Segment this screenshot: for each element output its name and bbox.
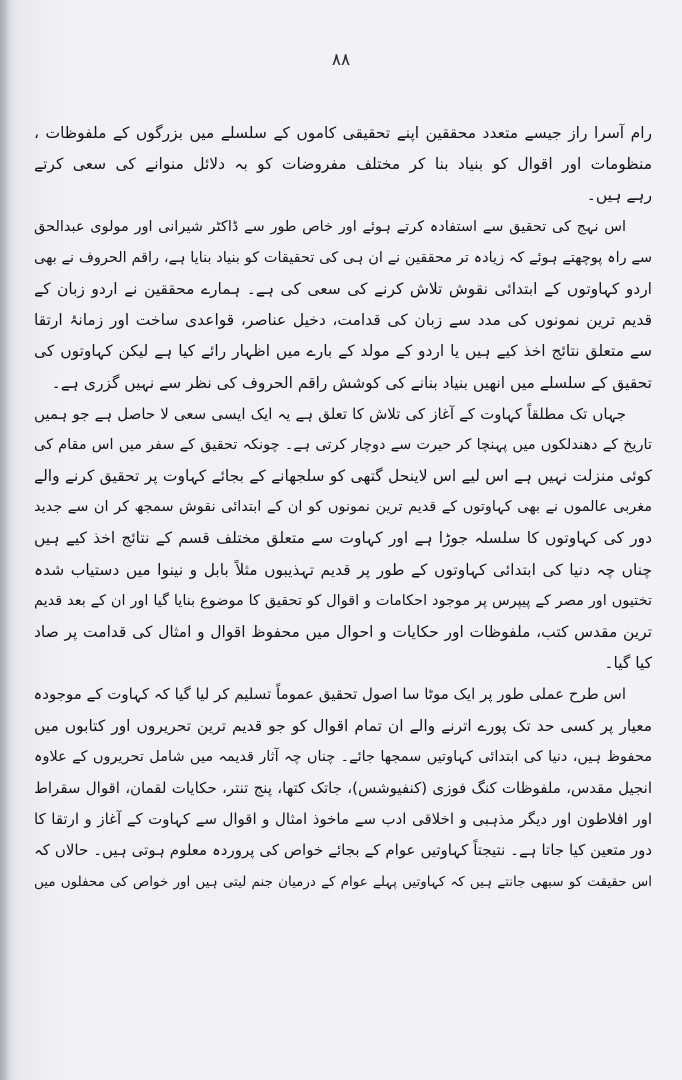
text-line: جہاں تک مطلقاً کہاوت کے آغاز کی تلاش کا تعلق ہے یہ ایک ایسی سعی لا حاصل ہے جو ہمیں: [34, 404, 626, 423]
text-line: معیار پر کسی حد تک پورے اترنے والے ان تمام اقوال کو جو قدیم ترین تحریروں اور کتابوں میں: [34, 716, 652, 735]
text-line: کوئی منزلت نہیں ہے اس لیے اس لاینحل گتھی کو سلجھانے کے بجائے کہاوت پر تحقیق کرنے والے: [34, 467, 652, 486]
text-line: دور کی کہاوتوں کا سلسلہ جوڑا ہے اور کہاوت سے متعلق مختلف قسم کے نتائج اخذ کیے ہیں: [34, 529, 652, 548]
text-line: محفوظ ہیں، دنیا کی ابتدائی کہاوتیں سمجھا جائے۔ چناں چہ آثار قدیمہ میں شامل تحریروں کے علاوہ: [34, 748, 652, 765]
text-line: تختیوں اور مصر کے پیپرس پر موجود احکامات و اقوال کو تحقیق کا موضوع بنایا گیا اور ان کے بعد قدیم: [34, 592, 652, 609]
text-line: تحقیق کے سلسلے میں انھیں بنیاد بنانے کی کوشش راقم الحروف کی نظر سے نہیں گزری ہے۔: [51, 373, 652, 392]
text-line: اردو کہاوتوں کے ابتدائی نقوش تلاش کرنے کی سعی کی ہے۔ ہمارے محققین نے اردو زبان کے: [34, 279, 652, 298]
text-line: انجیل مقدس، ملفوظات کنگ فوزی (کنفیوشس)، جاتک کتھا، پنج تنتر، حکایات لقمان، اقوال سقراط: [34, 778, 652, 797]
text-line: دور متعین کیا جاتا ہے۔ نتیجتاً کہاوتیں عوام کے بجائے خواص کی پروردہ معلوم ہوتی ہیں۔ حالاں کہ: [34, 841, 652, 860]
text-line: منظومات اور اقوال کو بنیاد بنا کر مختلف مفروضات کو بہ دلائل منوانے کی سعی کرتے: [34, 155, 652, 174]
text-line: اس نہج کی تحقیق سے استفادہ کرتے ہوئے اور خاص طور سے ڈاکٹر شیرانی اور مولوی عبدالحق: [34, 218, 626, 235]
text-line: اس حقیقت کو سبھی جانتے ہیں کہ کہاوتیں پہلے عوام کے درمیان جنم لیتی ہیں اور خواص کی محفلوں میں: [34, 873, 652, 890]
text-line: قدیم ترین نمونوں کی مدد سے زبان کی قدامت، دخیل عناصر، قواعدی ساخت اور زمانۂ ارتقا: [34, 311, 652, 330]
text-line: مغربی عالموں نے بھی کہاوتوں کے قدیم ترین نمونوں کو ان کے ابتدائی نقوش سمجھ کر ان سے جدید: [34, 499, 652, 516]
text-line: اس طرح عملی طور پر ایک موٹا سا اصول تحقیق عموماً تسلیم کر لیا گیا کہ کہاوت کے موجودہ: [34, 685, 626, 704]
page-edge-shadow: [0, 0, 10, 1080]
body-text: [34, 118, 652, 898]
text-line: رام آسرا راز جیسے متعدد محققین اپنے تحقیقی کاموں کے سلسلے میں بزرگوں کے ملفوظات ،: [34, 124, 652, 142]
text-line: کیا گیا۔: [604, 654, 652, 673]
text-line: سے متعلق نتائج اخذ کیے ہیں یا اردو کے مولد کے بارے میں اظہار رائے کیا ہے لیکن کہاوتوں کی: [34, 342, 652, 361]
text-line: تاریخ کے دھندلکوں میں پہنچا کر حیرت سے دوچار کرتی ہے۔ چونکہ تحقیق کے سفر میں اس مقام کی: [34, 436, 652, 453]
text-line: اور افلاطون اور دیگر مذہبی و اخلاقی ادب سے ماخوذ امثال و اقوال سے کہاوت کے آغاز و ارتقا کا: [34, 810, 652, 829]
text-line: رہے ہیں۔: [586, 186, 652, 205]
text-line: سے راہ پوچھتے ہوئے کہ زیادہ تر محققین نے ان ہی کی تحقیقات کو بنیاد بنایا ہے، راقم الحروف نے بھی: [34, 249, 652, 266]
text-line: ترین مقدس کتب، ملفوظات اور حکایات و احوال میں محفوظ اقوال و امثال کی قدامت پر صاد: [34, 623, 652, 641]
text-line: چناں چہ دنیا کی ابتدائی کہاوتوں کے طور پر قدیم تہذیبوں مثلاً بابل و نینوا میں دستیاب شدہ: [34, 560, 652, 579]
page-number: ۸۸: [331, 50, 351, 70]
